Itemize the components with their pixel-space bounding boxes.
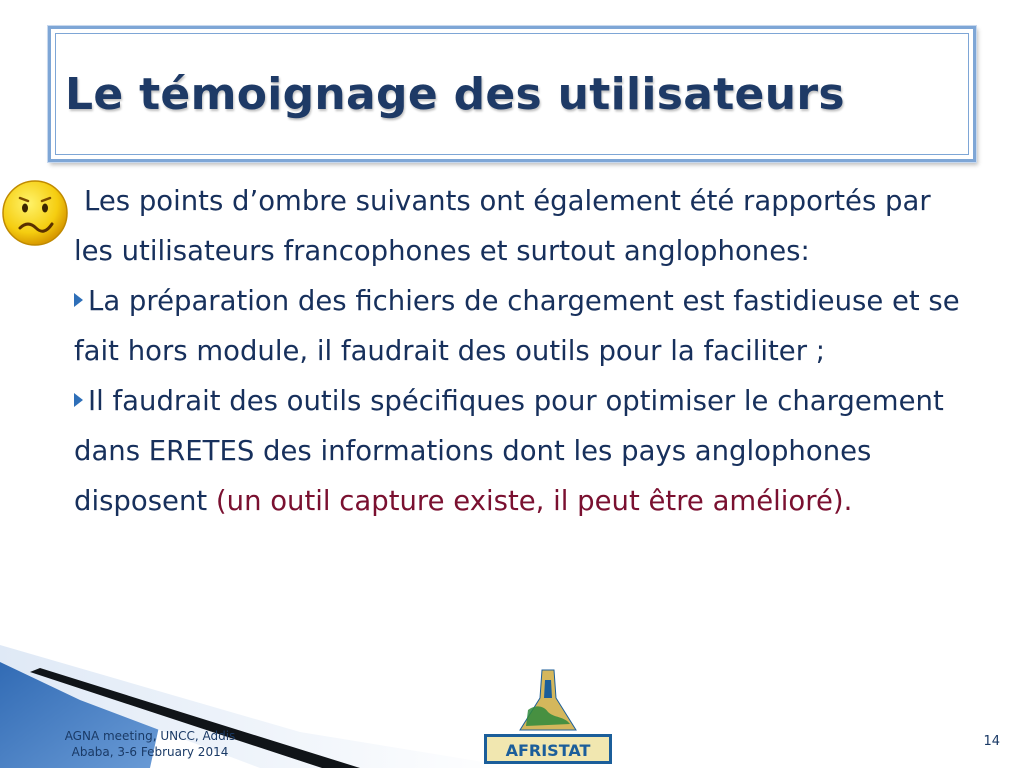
page-number: 14 [983,734,1000,749]
footer-event-info [40,728,260,760]
confused-face-icon [0,178,70,248]
afristat-logo [478,668,618,768]
bullet-text-2: Il faudrait des outils spécifiques pour optimiser le chargement dans ERETES des informations dont les pays anglophones disposent [74,385,944,517]
bullet-item-2 [74,376,969,526]
intro-paragraph: Les points d’ombre suivants ont également été rapportés par les utilisateurs francophones et surtout anglophones: [74,185,931,267]
footer-event-line-1: AGNA meeting, UNCC, Addis [64,729,236,743]
slide-body [74,176,969,526]
title-frame [48,26,976,162]
logo-text: AFRISTAT [505,741,591,760]
bullet-item-1 [74,276,969,376]
bullet-arrow-icon [74,293,83,307]
bullet-text-1: La préparation des fichiers de chargement est fastidieuse et se fait hors module, il faudrait des outils pour la faciliter ; [74,285,960,367]
footer-event-line-2: Ababa, 3-6 February 2014 [71,745,229,759]
bullet-accent-text-2: (un outil capture existe, il peut être amélioré). [215,485,853,517]
bullet-arrow-icon [74,393,83,407]
slide-title: Le témoignage des utilisateurs [65,69,845,120]
